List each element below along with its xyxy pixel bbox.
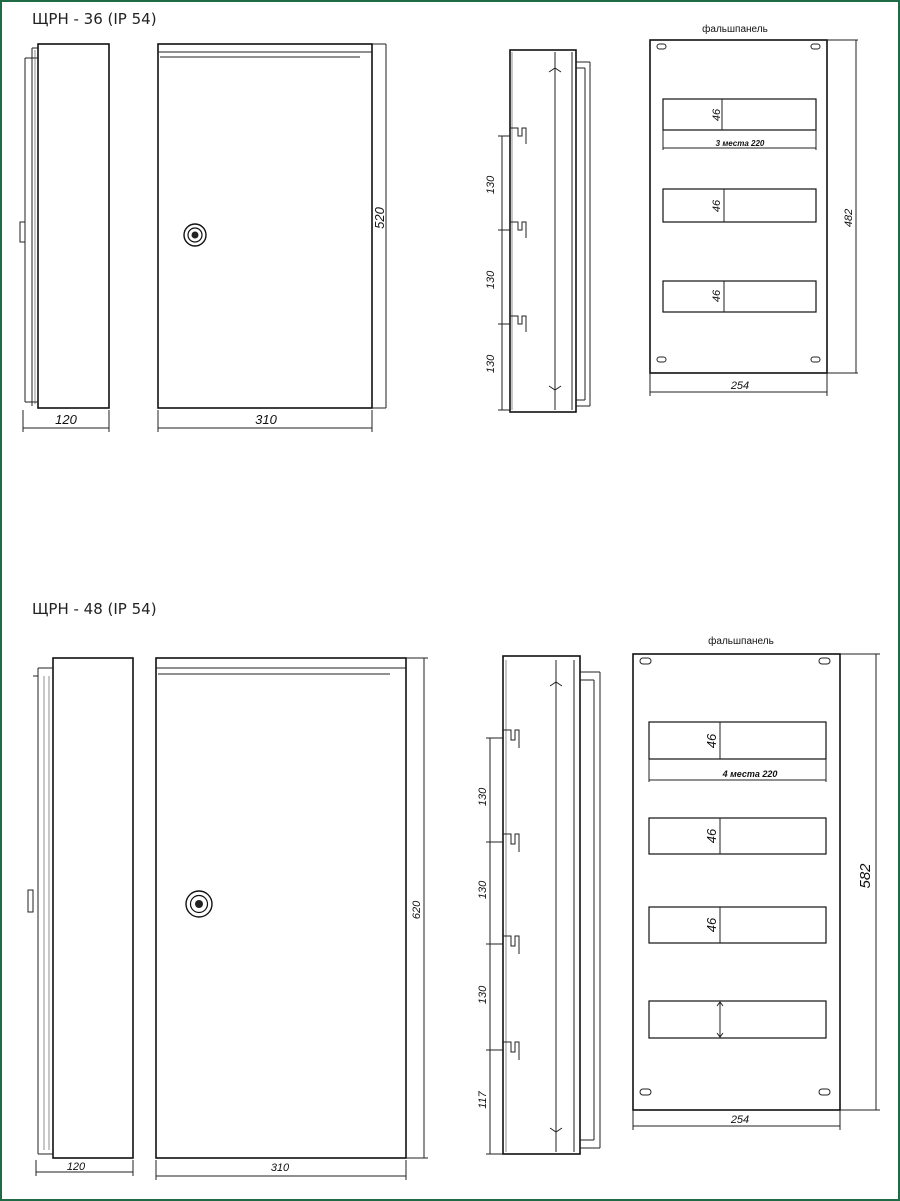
- dim-rail-2: 130: [477, 880, 489, 900]
- dim-front-width: 310: [255, 412, 277, 427]
- lock-side-knob: [20, 222, 25, 242]
- breaker-slot: [649, 818, 826, 854]
- side-view: [28, 658, 133, 1176]
- section-body: [510, 50, 576, 412]
- false-panel-view: [633, 635, 880, 1130]
- side-body: [53, 658, 133, 1158]
- unit-shrn-48: [28, 600, 880, 1180]
- side-view: [20, 44, 109, 432]
- lock-side-knob: [28, 890, 33, 912]
- dim-panel-height: 482: [843, 208, 855, 228]
- dim-rail-4: 117: [477, 1091, 489, 1109]
- dim-height: 620: [411, 900, 423, 920]
- dim-side-width: 120: [55, 412, 77, 427]
- slot-dim: 46: [711, 199, 723, 213]
- breaker-slot: [663, 281, 816, 312]
- section-view: [477, 656, 600, 1154]
- dim-panel-width: 254: [730, 380, 750, 392]
- unit-title: ЩРН - 48 (IP 54): [32, 600, 157, 618]
- slot-dim: 46: [711, 289, 723, 303]
- dim-panel-width: 254: [730, 1114, 750, 1126]
- dim-front-width: 310: [270, 1162, 290, 1174]
- slot-dim: 46: [704, 828, 719, 844]
- panel-caption: фальшпанель: [708, 636, 774, 647]
- places-label: 3 места 220: [715, 139, 765, 148]
- dim-rail-1: 130: [485, 175, 497, 195]
- breaker-slot: [649, 722, 826, 759]
- panel-caption: фальшпанель: [702, 24, 768, 35]
- slot-dim: 46: [704, 733, 719, 749]
- dim-rail-1: 130: [477, 787, 489, 807]
- unit-shrn-36: [20, 10, 858, 432]
- dim-rail-3: 130: [477, 985, 489, 1005]
- breaker-slot: [663, 99, 816, 130]
- side-body: [38, 44, 109, 408]
- places-label: 4 места 220: [722, 769, 778, 779]
- false-panel-view: [650, 23, 858, 396]
- breaker-slot: [649, 1001, 826, 1038]
- dim-side-width: 120: [66, 1161, 86, 1173]
- breaker-slot: [649, 907, 826, 943]
- breaker-slot: [663, 189, 816, 222]
- dim-height: 520: [372, 207, 387, 229]
- front-view: [158, 44, 387, 432]
- unit-title: ЩРН - 36 (IP 54): [32, 10, 157, 28]
- slot-dim: 46: [704, 917, 719, 933]
- slot-dim: 46: [711, 108, 723, 122]
- dim-rail-3: 130: [485, 354, 497, 374]
- front-view: [156, 658, 428, 1180]
- section-view: [485, 50, 590, 412]
- dim-rail-2: 130: [485, 270, 497, 290]
- dim-panel-height: 582: [857, 863, 874, 889]
